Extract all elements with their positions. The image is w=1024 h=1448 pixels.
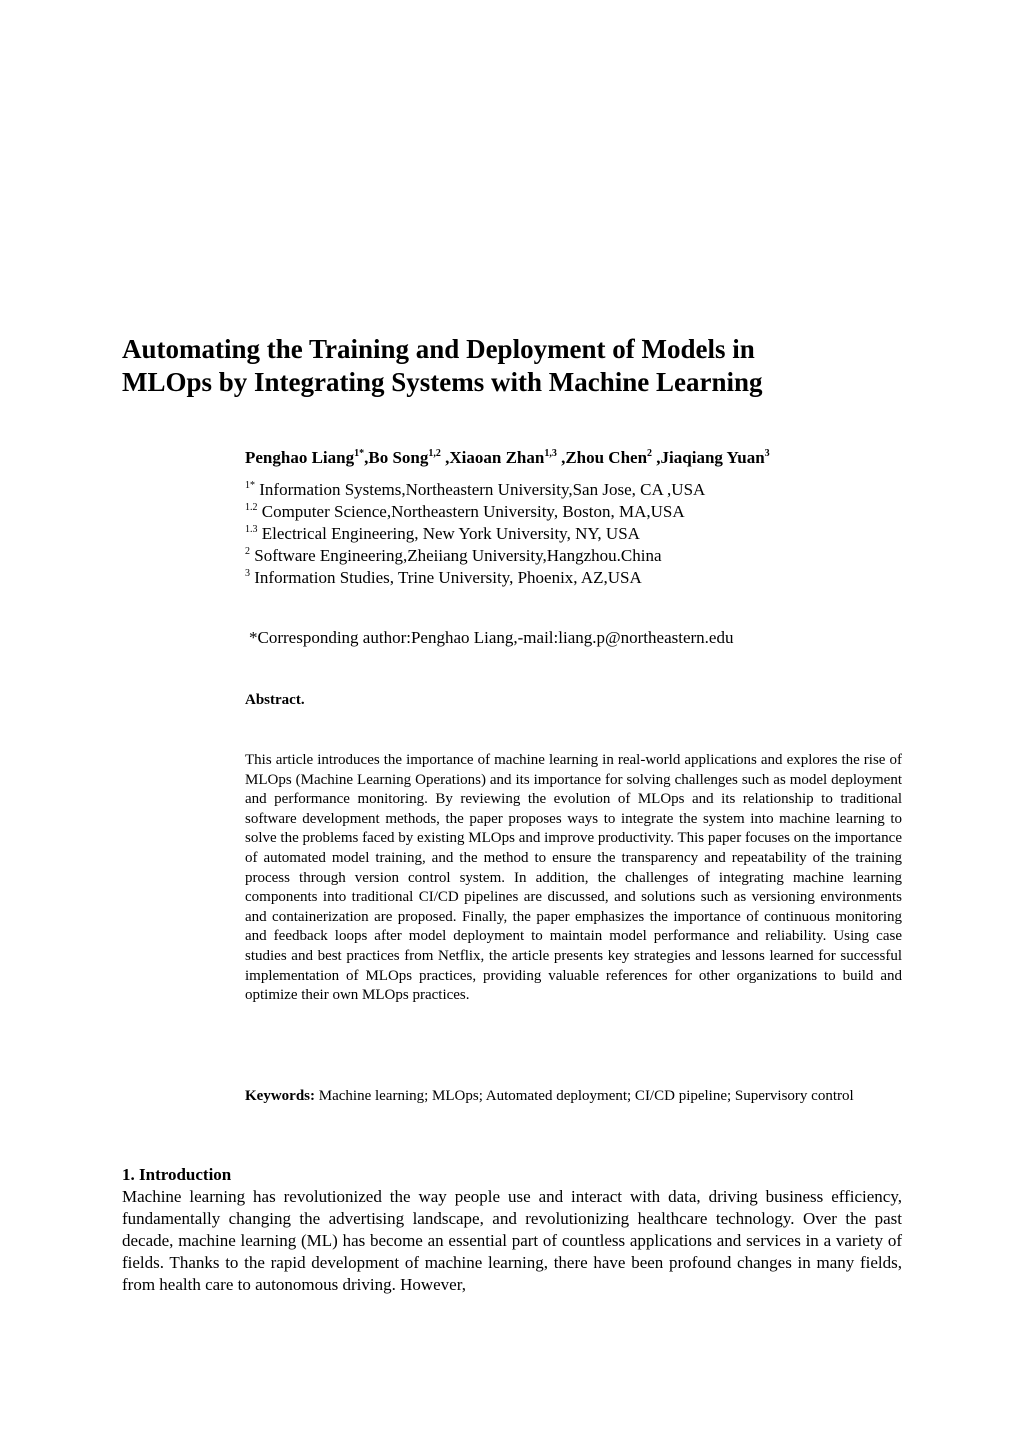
author-affil-sup: 1,3 bbox=[544, 448, 557, 459]
affiliation-sup: 1* bbox=[245, 480, 255, 491]
affiliation-item bbox=[245, 567, 705, 589]
abstract-text: This article introduces the importance of machine learning in real-world applications and explores the rise of MLOps (Machine Learning Operations) and its importance for solving challenges such as model deployment and performance monitoring. By reviewing the evolution of MLOps and its relationship to traditional software development methods, the paper proposes ways to integrate the system into machine learning to solve the problems faced by existing MLOps and improve productivity. This paper focuses on the importance of automated model training, and the method to ensure the transparency and repeatability of the training process through version control system. In addition, the challenges of integrating machine learning components into traditional CI/CD pipelines are discussed, and solutions such as versioning environments and containerization are proposed. Finally, the paper emphasizes the importance of continuous monitoring and feedback loops after model deployment to maintain model performance and reliability. Using case studies and best practices from Netflix, the article presents key strategies and lessons learned for successful implementation of MLOps practices, providing valuable references for other organizations to build and optimize their own MLOps practices. bbox=[245, 752, 902, 1004]
title-line-1: Automating the Training and Deployment of Models in bbox=[122, 334, 755, 364]
author-affil-sup: 1* bbox=[354, 448, 365, 459]
author-name: Penghao Liang bbox=[245, 448, 355, 467]
author-sep: , bbox=[364, 448, 369, 467]
author-sep: , bbox=[556, 448, 566, 467]
affiliation-item bbox=[245, 479, 705, 501]
author-affil-sup: 3 bbox=[764, 448, 770, 459]
affiliation-text: Software Engineering,Zheiiang University,Hangzhou.China bbox=[250, 546, 662, 565]
affiliation-item bbox=[245, 523, 705, 545]
introduction-text: Machine learning has revolutionized the way people use and interact with data, driving business efficiency, fundamentally changing the advertising landscape, and revolutionizing healthcare technology. Over the past decade, machine learning (ML) has become an essential part of countless applications and services in a variety of fields. Thanks to the rapid development of machine learning, there have been profound changes in many fields, from health care to autonomous driving. However, bbox=[122, 1187, 902, 1294]
author-name: Zhou Chen bbox=[565, 448, 648, 467]
keywords-text: Machine learning; MLOps; Automated deployment; CI/CD pipeline; Supervisory control bbox=[315, 1088, 854, 1104]
affiliation-text: Electrical Engineering, New York University, NY, USA bbox=[257, 524, 640, 543]
author-name: Xiaoan Zhan bbox=[449, 448, 545, 467]
author-name: Jiaqiang Yuan bbox=[660, 448, 765, 467]
title-line-2: MLOps by Integrating Systems with Machine Learning bbox=[122, 367, 763, 397]
affiliation-sup: 3 bbox=[245, 568, 250, 579]
abstract-heading: Abstract. bbox=[245, 692, 305, 708]
author-name: Bo Song bbox=[368, 448, 429, 467]
affiliation-sup: 2 bbox=[245, 546, 250, 557]
author-list bbox=[245, 448, 770, 468]
corresponding-author: *Corresponding author:Penghao Liang,-mail:liang.p@northeastern.edu bbox=[249, 628, 734, 647]
keywords-label: Keywords: bbox=[245, 1088, 315, 1104]
affiliation-text: Computer Science,Northeastern University, Boston, MA,USA bbox=[257, 502, 685, 521]
author-affil-sup: 2 bbox=[647, 448, 653, 459]
affiliation-sup: 1.3 bbox=[245, 524, 258, 535]
author-sep: , bbox=[440, 448, 450, 467]
section-heading-introduction: 1. Introduction bbox=[122, 1165, 232, 1184]
author-sep: , bbox=[652, 448, 661, 467]
affiliation-sup: 1.2 bbox=[245, 502, 258, 513]
keywords bbox=[245, 1086, 902, 1106]
affiliation-text: Information Studies, Trine University, Phoenix, AZ,USA bbox=[250, 568, 642, 587]
affiliation-list bbox=[245, 479, 705, 589]
affiliation-text: Information Systems,Northeastern University,San Jose, CA ,USA bbox=[255, 480, 706, 499]
affiliation-item bbox=[245, 545, 705, 567]
author-affil-sup: 1,2 bbox=[428, 448, 441, 459]
affiliation-item bbox=[245, 501, 705, 523]
paper-title bbox=[122, 333, 922, 399]
